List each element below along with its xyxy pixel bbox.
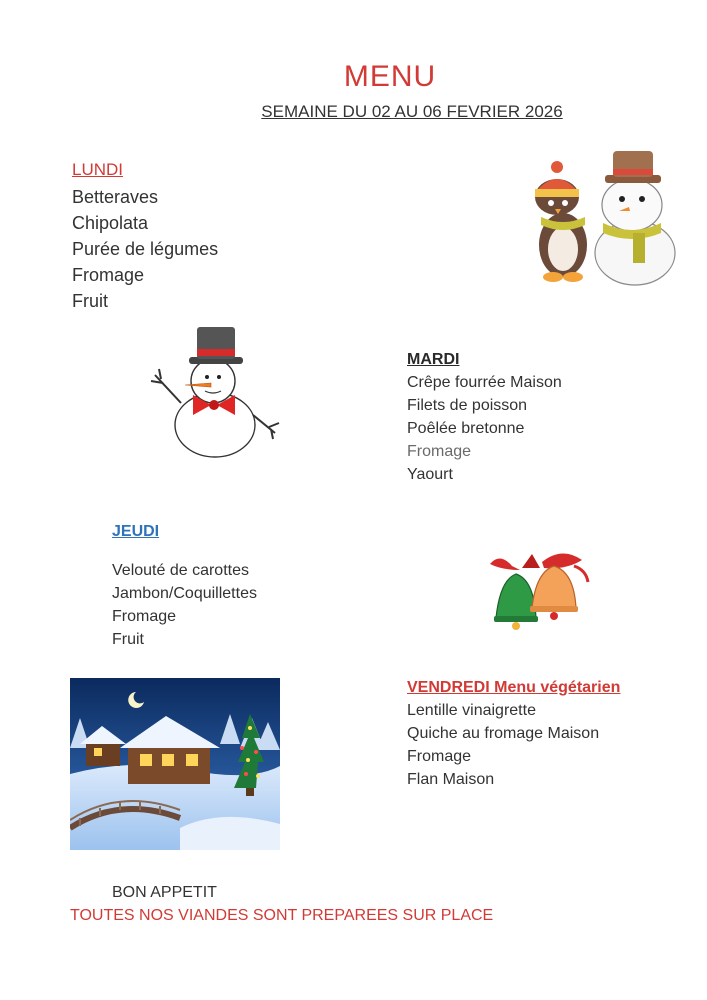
- list-item: Filets de poisson: [407, 397, 528, 414]
- menu-list-lundi: [72, 184, 218, 314]
- list-item: Fruit: [112, 631, 144, 648]
- menu-title: MENU: [343, 60, 437, 93]
- winter-scene-icon: [70, 678, 280, 850]
- list-item: Flan Maison: [407, 771, 495, 788]
- list-item: Fromage: [407, 748, 472, 765]
- list-item: Fromage: [407, 443, 472, 460]
- bon-appetit-text: BON APPETIT: [112, 884, 217, 901]
- snowman-hat-icon: [145, 323, 285, 463]
- list-item: Poêlée bretonne: [407, 420, 525, 437]
- list-item: Lentille vinaigrette: [407, 702, 536, 719]
- day-heading-jeudi: JEUDI: [112, 523, 160, 540]
- list-item: Yaourt: [407, 466, 453, 483]
- day-heading-mardi: MARDI: [407, 351, 460, 368]
- list-item: Fromage: [72, 265, 145, 285]
- list-item: Jambon/Coquillettes: [112, 585, 257, 602]
- day-heading-vendredi: VENDREDI Menu végétarien: [407, 679, 621, 696]
- day-heading-lundi: LUNDI: [72, 160, 124, 179]
- day-block-vendredi: [407, 679, 620, 791]
- christmas-bells-icon: [482, 548, 592, 636]
- day-block-jeudi: [112, 523, 257, 651]
- snowman-penguin-icon: [515, 145, 680, 290]
- list-item: Fromage: [112, 608, 177, 625]
- list-item: Purée de légumes: [72, 239, 219, 259]
- list-item: Crêpe fourrée Maison: [407, 374, 562, 391]
- day-block-lundi: [72, 160, 218, 314]
- list-item: Chipolata: [72, 213, 149, 233]
- menu-list-vendredi: [407, 699, 620, 791]
- list-item: Velouté de carottes: [112, 562, 249, 579]
- menu-list-mardi: [407, 371, 562, 486]
- list-item: Betteraves: [72, 187, 159, 207]
- list-item: Quiche au fromage Maison: [407, 725, 600, 742]
- week-subtitle: SEMAINE DU 02 AU 06 FEVRIER 2026: [261, 102, 563, 121]
- meat-notice-text: TOUTES NOS VIANDES SONT PREPAREES SUR PLACE: [70, 907, 494, 924]
- menu-list-jeudi: [112, 559, 257, 651]
- list-item: Fruit: [72, 291, 108, 311]
- day-block-mardi: [407, 351, 562, 486]
